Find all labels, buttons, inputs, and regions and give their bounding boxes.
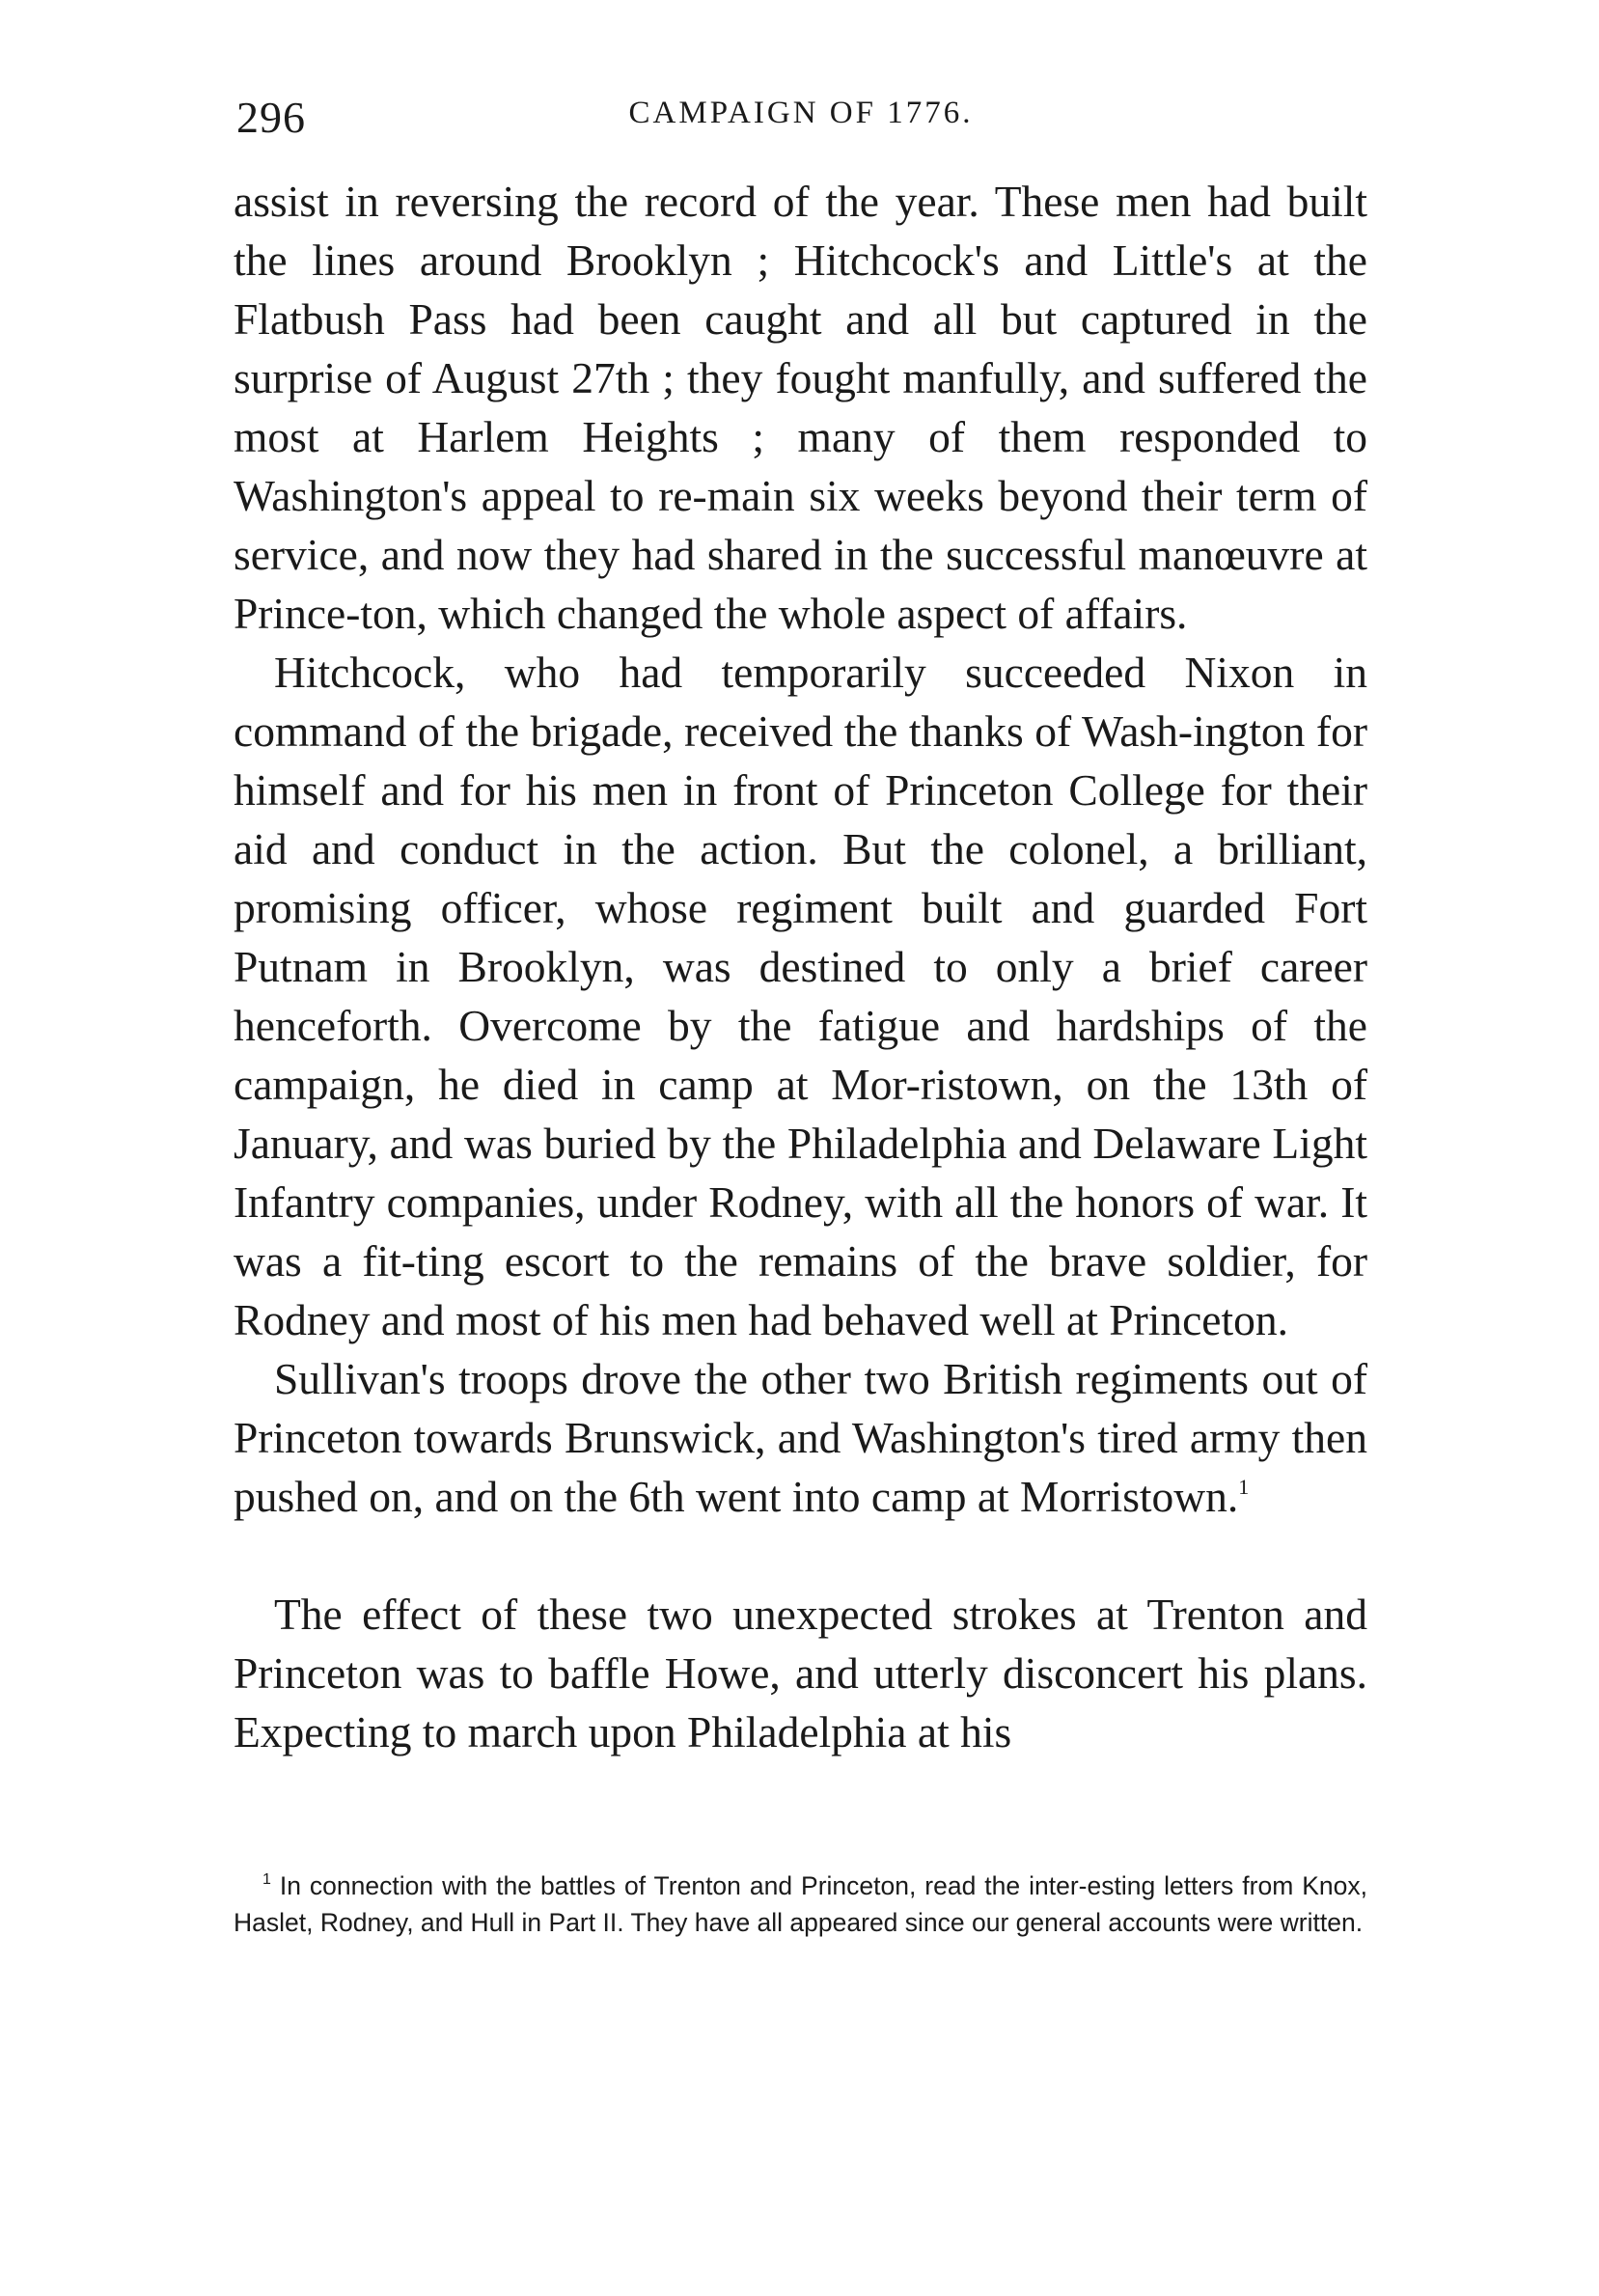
paragraph-1: assist in reversing the record of the year. These men had built the lines around Brooklyn ; Hitchcock's and Little's at the Flatbush Pass had been caught and all but captured in the surprise of August 27th ; they fought manfully, and suffered the most at Harlem Heights ; many of them responded to Washington's appeal to re-main six weeks beyond their term of service, and now they had shared in the successful manœuvre at Prince-ton, which changed the whole aspect of affairs. (234, 177, 1367, 638)
page-number: 296 (236, 93, 306, 142)
running-title: CAMPAIGN OF 1776. (628, 96, 974, 130)
paragraph-3-text: Sullivan's troops drove the other two British regiments out of Princeton towards Brunswick, and Washington's tired army then pushed on, and on the 6th went into camp at Morristown. (234, 1354, 1367, 1521)
paragraph-2: Hitchcock, who had temporarily succeeded Nixon in command of the brigade, received the thanks of Wash-ington for himself and for his men in front of Princeton College for their aid and conduct in the action. But the colonel, a brilliant, promising officer, whose regiment built and guarded Fort Putnam in Brooklyn, was destined to only a brief career henceforth. Overcome by the fatigue and hardships of the campaign, he died in camp at Mor-ristown, on the 13th of January, and was buried by the Philadelphia and Delaware Light Infantry companies, under Rodney, with all the honors of war. It was a fit-ting escort to the remains of the brave soldier, for Rodney and most of his men had behaved well at Princeton. (234, 648, 1367, 1344)
paragraph-4: The effect of these two unexpected strokes at Trenton and Princeton was to baffle Howe, and utterly disconcert his plans. Expecting to march upon Philadelphia at his (234, 1590, 1367, 1757)
footnote-marker: 1 (262, 1871, 271, 1888)
footnote-text: In connection with the battles of Trenton and Princeton, read the inter-esting letters from Knox, Haslet, Rodney, and Hull in Part II. They have all appeared since our general accounts were written. (234, 1871, 1367, 1937)
footnote (234, 1867, 1367, 1941)
paragraph-3 (234, 1349, 1367, 1526)
page-header (236, 92, 1365, 150)
main-text (234, 172, 1367, 1761)
footnote-reference: 1 (1238, 1475, 1250, 1499)
